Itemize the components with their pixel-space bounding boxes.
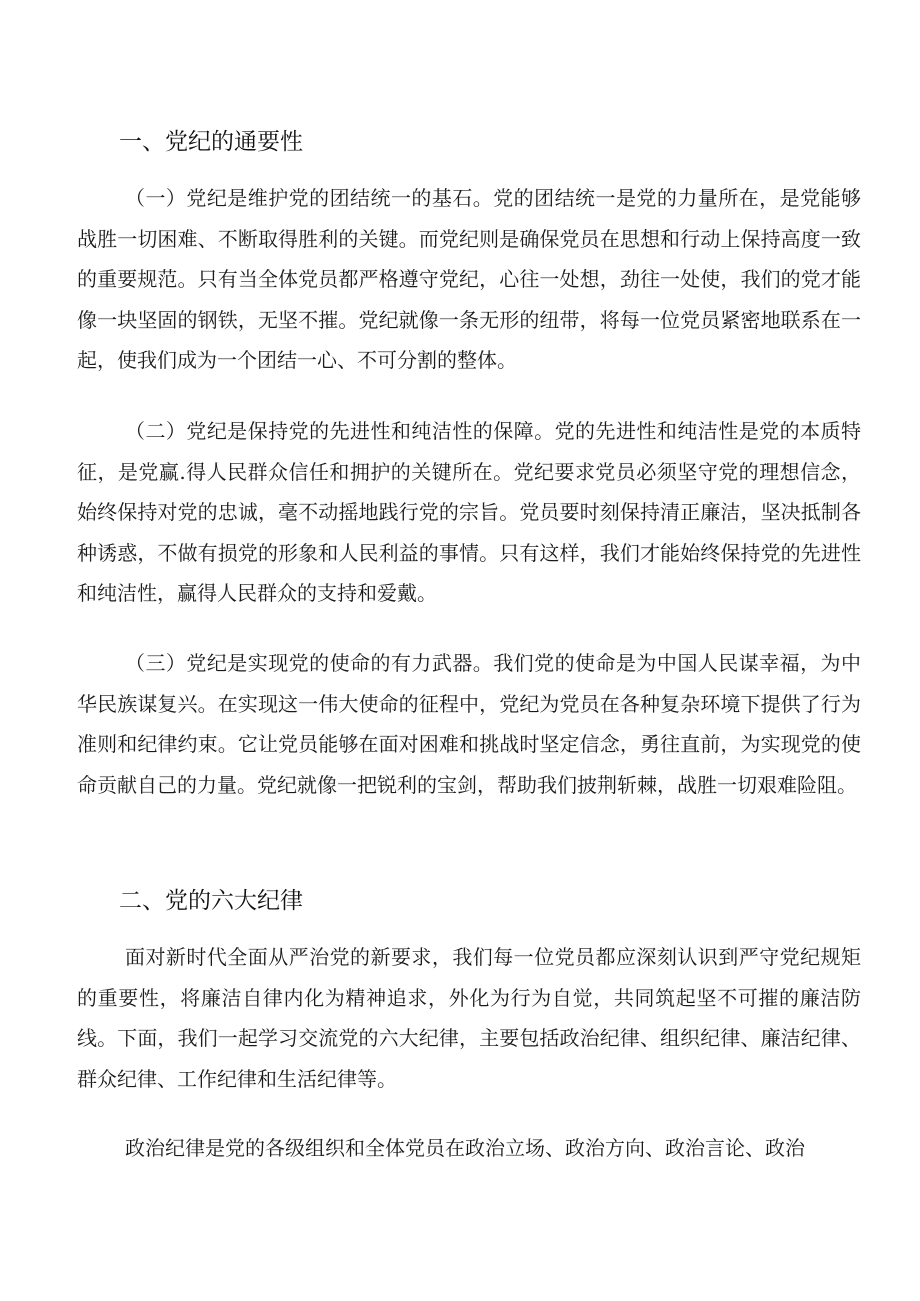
section-1-paragraph-2: （二）党纪是保持党的先进性和纯洁性的保障。党的先进性和纯洁性是党的本质特征，是党赢.得人民群众信任和拥护的关键所在。党纪要求党员必须坚守党的理想信念，始终保持对党的忠诚，毫不动摇地践行党的宗旨。党员要时刻保持清正廉洁，坚决抵制各种诱惑，不做有损党的形象和人民利益的事情。只有这样，我们才能始终保持党的先进性和纯洁性，赢得人民群众的支持和爱戴。 [77, 419, 861, 606]
section-2-paragraph-2: 政治纪律是党的各级组织和全体党员在政治立场、政治方向、政治言论、政治 [125, 1136, 805, 1160]
section-1-paragraph-1: （一）党纪是维护党的团结统一的基石。党的团结统一是党的力量所在，是党能够战胜一切困难、不断取得胜利的关键。而党纪则是确保党员在思想和行动上保持高度一致的重要规范。只有当全体党员都严格遵守党纪，心往一处想，劲往一处使，我们的党才能像一块坚固的钢铁，无坚不摧。党纪就像一条无形的纽带，将每一位党员紧密地联系在一起，使我们成为一个团结一心、不可分割的整体。 [77, 186, 861, 373]
section-1-heading: 一、党纪的通要性 [119, 129, 303, 155]
section-2-paragraph-1: 面对新时代全面从严治党的新要求，我们每一位党员都应深刻认识到严守党纪规矩的重要性，将廉洁自律内化为精神追求，外化为行为自觉，共同筑起坚不可摧的廉洁防线。下面，我们一起学习交流党的六大纪律，主要包括政治纪律、组织纪律、廉洁纪律、群众纪律、工作纪律和生活纪律等。 [77, 945, 861, 1091]
section-2-heading: 二、党的六大纪律 [119, 888, 303, 914]
section-1-paragraph-3: （三）党纪是实现党的使命的有力武器。我们党的使命是为中国人民谋幸福，为中华民族谋复兴。在实现这一伟大使命的征程中，党纪为党员在各种复杂环境下提供了行为准则和纪律约束。它让党员能够在面对困难和挑战时坚定信念，勇往直前，为实现党的使命贡献自己的力量。党纪就像一把锐利的宝剑，帮助我们披荆斩棘，战胜一切艰难险阻。 [77, 651, 861, 797]
